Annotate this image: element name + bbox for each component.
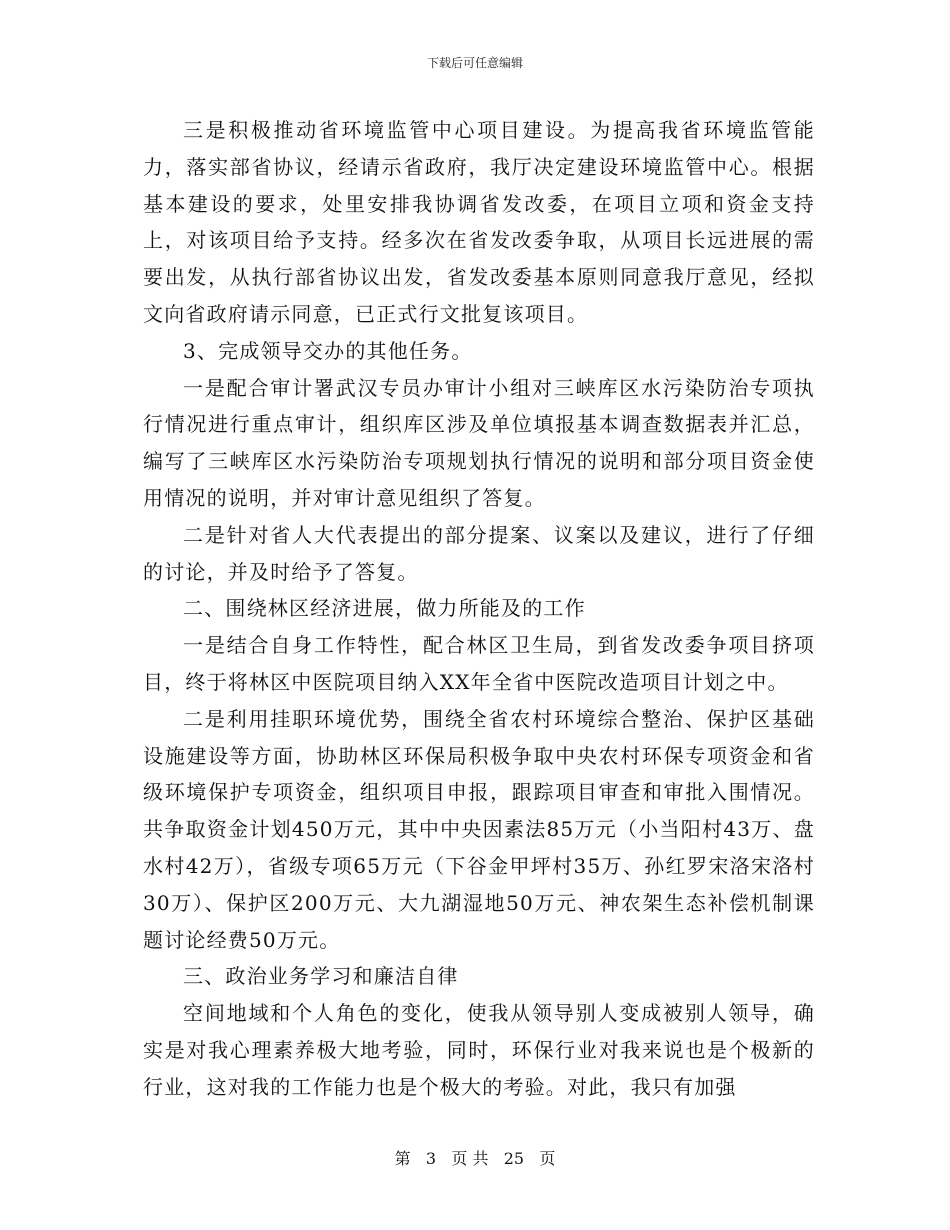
paragraph-6: 一是结合自身工作特性，配合林区卫生局，到省发改委争项目挤项目，终于将林区中医院项目纳入XX年全省中医院改造项目计划之中。 <box>143 633 815 694</box>
footer-total-pages: 25 <box>503 1149 525 1168</box>
footer-middle: 页 共 <box>451 1149 489 1168</box>
page-footer <box>0 1146 950 1169</box>
paragraph-3: 一是配合审计署武汉专员办审计小组对三峡库区水污染防治专项执行情况进行重点审计，组织库区涉及单位填报基本调查数据表并汇总，编写了三峡库区水污染防治专项规划执行情况的说明和部分项目资金使用情况的说明，并对审计意见组织了答复。 <box>143 375 815 510</box>
paragraph-7: 二是利用挂职环境优势，围绕全省农村环境综合整治、保护区基础设施建设等方面，协助林区环保局积极争取中央农村环保专项资金和省级环境保护专项资金，组织项目申报，跟踪项目审查和审批入围情况。共争取资金计划450万元，其中中央因素法85万元（小当阳村43万、盘水村42万），省级专项65万元（下谷金甲坪村35万、孙红罗宋洛宋洛村30万）、保护区200万元、大九湖湿地50万元、神农架生态补偿机制课题讨论经费50万元。 <box>143 706 815 952</box>
paragraph-2: 3、完成领导交办的其他任务。 <box>183 338 473 363</box>
paragraph-4: 二是针对省人大代表提出的部分提案、议案以及建议，进行了仔细的讨论，并及时给予了答复。 <box>143 522 815 584</box>
paragraph-1: 三是积极推动省环境监管中心项目建设。为提高我省环境监管能力，落实部省协议，经请示省政府，我厅决定建设环境监管中心。根据基本建设的要求，处里安排我协调省发改委，在项目立项和资金支持上，对该项目给予支持。经多次在省发改委争取，从项目长远进展的需要出发，从执行部省协议出发，省发改委基本原则同意我厅意见，经拟文向省政府请示同意，已正式行文批复该项目。 <box>143 118 815 326</box>
footer-suffix: 页 <box>539 1149 556 1168</box>
document-body <box>143 112 815 1106</box>
paragraph-9: 空间地域和个人角色的变化，使我从领导别人变成被别人领导，确实是对我心理素养极大地考验，同时，环保行业对我来说也是个极新的行业，这对我的工作能力也是个极大的考验。对此，我只有加强 <box>143 1001 815 1099</box>
paragraph-5: 二、围绕林区经济进展，做力所能及的工作 <box>183 596 586 621</box>
page-header <box>0 54 950 71</box>
footer-prefix: 第 <box>394 1149 411 1168</box>
paragraph-8: 三、政治业务学习和廉洁自律 <box>183 964 459 989</box>
header-text: 下载后可任意编辑 <box>426 56 523 70</box>
footer-page-number: 3 <box>425 1149 437 1168</box>
